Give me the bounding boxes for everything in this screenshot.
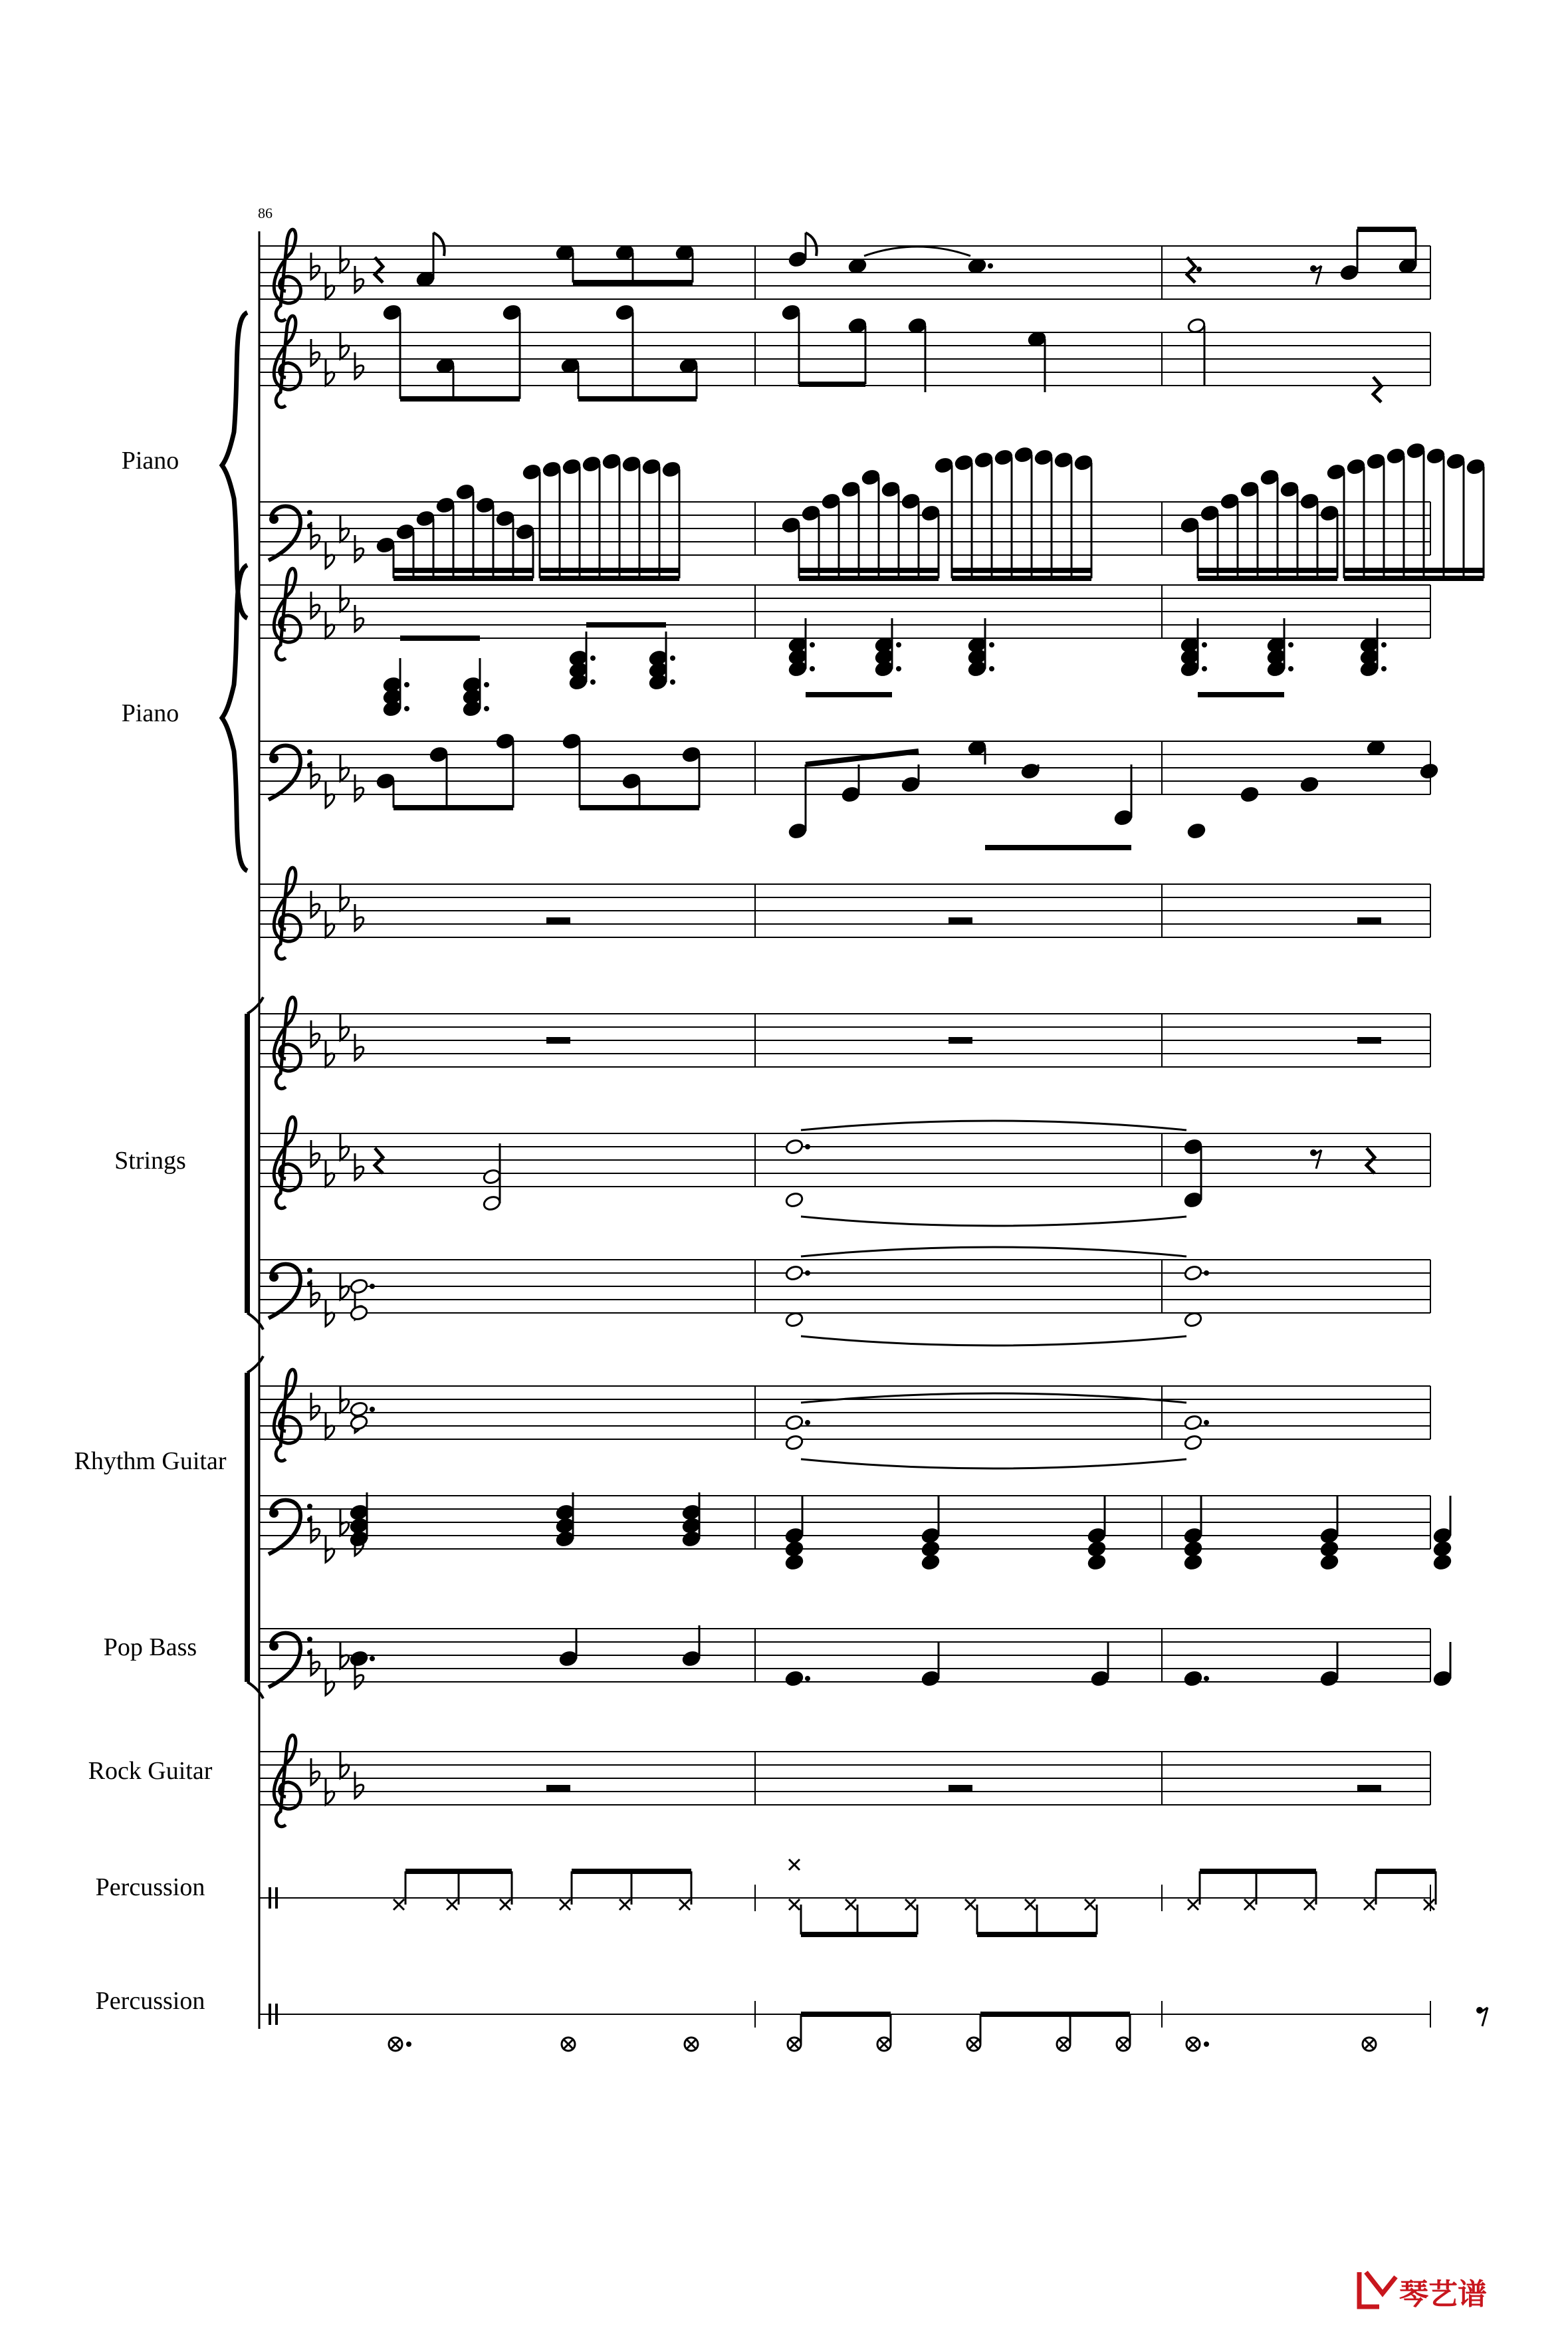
augmentation-dot bbox=[896, 642, 901, 647]
strings-2-flat-sign bbox=[311, 1140, 320, 1167]
note-flag bbox=[433, 233, 445, 256]
note-head bbox=[861, 469, 881, 485]
note-head bbox=[802, 505, 821, 521]
note-flag bbox=[806, 233, 817, 256]
note-head bbox=[881, 481, 901, 497]
piano-2-lh-bass-clef-icon bbox=[269, 746, 300, 800]
piano-2-rh-treble-clef-icon bbox=[274, 568, 300, 660]
augmentation-dot bbox=[1381, 666, 1387, 671]
note-head bbox=[1300, 493, 1319, 509]
note-head bbox=[921, 1540, 941, 1557]
percussion-1-perc-clef-icon bbox=[275, 1887, 278, 1909]
augmentation-dot bbox=[370, 1407, 375, 1412]
note-head bbox=[875, 660, 894, 677]
augmentation-dot bbox=[1196, 267, 1202, 272]
note-head bbox=[848, 257, 867, 274]
augmentation-dot bbox=[670, 679, 675, 685]
whole-rest bbox=[949, 917, 972, 924]
piano-2-lh-bass-clef-dot bbox=[269, 754, 279, 763]
note-head bbox=[788, 251, 808, 267]
whole-rest bbox=[949, 1037, 972, 1044]
augmentation-dot bbox=[590, 679, 596, 685]
augmentation-dot bbox=[805, 1270, 810, 1276]
augmentation-dot bbox=[810, 642, 815, 647]
augmentation-dot bbox=[404, 706, 409, 711]
augmentation-dot bbox=[1204, 1676, 1209, 1681]
guitar-bass-bracket-top bbox=[247, 1356, 263, 1373]
note-head bbox=[968, 739, 987, 756]
note-head bbox=[1054, 451, 1073, 468]
note-head bbox=[396, 523, 415, 540]
note-head bbox=[542, 461, 562, 477]
augmentation-dot bbox=[670, 655, 675, 661]
augmentation-dot bbox=[805, 1420, 810, 1425]
x-note-head bbox=[500, 1899, 510, 1910]
note-head bbox=[1446, 453, 1466, 469]
tie bbox=[801, 1121, 1186, 1130]
note-head bbox=[994, 449, 1014, 465]
note-head bbox=[1300, 776, 1319, 792]
note-head bbox=[785, 1554, 804, 1570]
note-head bbox=[1180, 517, 1200, 533]
note-head bbox=[1260, 469, 1280, 485]
note-head bbox=[649, 673, 668, 690]
piano-1-rh-flat-sign bbox=[311, 339, 320, 366]
note-head bbox=[416, 271, 435, 287]
note-head bbox=[622, 772, 641, 789]
x-note-head bbox=[393, 1899, 404, 1910]
note-head bbox=[921, 1554, 941, 1570]
instrument-label-rhythm-guitar: Rhythm Guitar bbox=[74, 1447, 227, 1475]
note-head bbox=[1187, 317, 1206, 334]
melody-2-treble-clef-icon bbox=[274, 868, 300, 959]
piano-2-rh-flat-sign bbox=[355, 605, 364, 632]
lead-flat-sign bbox=[311, 253, 320, 279]
note-head bbox=[483, 1195, 502, 1211]
note-head bbox=[782, 517, 801, 533]
note-head bbox=[682, 1517, 701, 1534]
note-head bbox=[1367, 453, 1386, 469]
strings-2-treble-clef-icon bbox=[274, 1117, 300, 1209]
tie bbox=[801, 1336, 1186, 1345]
note-head bbox=[1420, 762, 1439, 779]
note-head bbox=[562, 458, 582, 475]
note-head bbox=[968, 257, 987, 274]
note-head bbox=[416, 510, 435, 526]
piano-1-lh-flat-sign bbox=[355, 535, 364, 562]
note-head bbox=[1200, 505, 1220, 521]
note-head bbox=[682, 1530, 701, 1547]
note-head bbox=[822, 493, 841, 509]
whole-rest bbox=[1357, 1037, 1381, 1044]
quarter-rest bbox=[1373, 377, 1381, 402]
rhythm-guitar-1-treble-clef-icon bbox=[274, 1369, 300, 1461]
note-head bbox=[785, 1527, 804, 1544]
augmentation-dot bbox=[1288, 666, 1293, 671]
note-head bbox=[561, 357, 580, 374]
note-head bbox=[1184, 1264, 1203, 1281]
note-head bbox=[496, 733, 515, 749]
note-head bbox=[350, 1530, 369, 1547]
whole-rest bbox=[546, 917, 570, 924]
note-head bbox=[921, 1670, 941, 1687]
strings-bracket-top bbox=[247, 997, 263, 1014]
note-head bbox=[785, 1670, 804, 1687]
note-head bbox=[1184, 1311, 1203, 1328]
note-head bbox=[1087, 1540, 1107, 1557]
tie bbox=[801, 1247, 1186, 1256]
note-head bbox=[785, 1138, 804, 1155]
note-head bbox=[1320, 1527, 1339, 1544]
note-head bbox=[682, 1650, 701, 1667]
piano-2-rh-flat-sign bbox=[311, 592, 320, 618]
note-head bbox=[1387, 447, 1406, 464]
staves bbox=[259, 229, 1430, 2028]
note-head bbox=[582, 455, 602, 472]
strings-1-flat-sign bbox=[311, 1020, 320, 1047]
note-head bbox=[1426, 447, 1446, 464]
x-note-head bbox=[1244, 1899, 1255, 1910]
note-head bbox=[974, 451, 994, 468]
pop-bass-bass-clef-icon bbox=[269, 1633, 300, 1687]
note-head bbox=[1074, 454, 1093, 471]
lead-treble-clef-icon bbox=[274, 229, 300, 321]
note-head bbox=[1184, 1138, 1203, 1155]
note-head bbox=[1184, 1527, 1203, 1544]
note-head bbox=[1320, 1554, 1339, 1570]
note-head bbox=[1240, 786, 1260, 802]
whole-rest bbox=[1357, 917, 1381, 924]
whole-rest bbox=[1357, 1785, 1381, 1792]
note-head bbox=[785, 1540, 804, 1557]
x-note-head bbox=[905, 1899, 916, 1910]
note-head bbox=[376, 536, 395, 553]
quarter-rest bbox=[375, 257, 383, 283]
note-head bbox=[901, 776, 921, 792]
instrument-label-percussion-2: Percussion bbox=[95, 1987, 205, 2015]
note-head bbox=[785, 1434, 804, 1451]
pop-bass-flat-sign bbox=[355, 1662, 364, 1689]
note-head bbox=[1433, 1540, 1452, 1557]
note-head bbox=[456, 483, 475, 500]
note-head bbox=[522, 463, 542, 480]
rock-guitar-flat-sign bbox=[311, 1758, 320, 1785]
note-head bbox=[1327, 463, 1346, 480]
note-head bbox=[935, 457, 954, 473]
tie bbox=[864, 247, 970, 256]
note-head bbox=[1220, 493, 1240, 509]
x-note-head bbox=[1304, 1899, 1315, 1910]
instrument-label-percussion-1: Percussion bbox=[95, 1873, 205, 1901]
note-head bbox=[1280, 481, 1299, 497]
guitar-bass-bracket-bottom bbox=[247, 1682, 263, 1698]
augmentation-dot bbox=[805, 1676, 810, 1681]
rhythm-guitar-2-bass-clef-icon bbox=[269, 1500, 300, 1554]
note-head bbox=[1021, 762, 1040, 779]
note-head bbox=[921, 505, 941, 521]
melody-2-flat-sign bbox=[311, 891, 320, 917]
note-head bbox=[429, 746, 449, 762]
whole-rest bbox=[546, 1785, 570, 1792]
instrument-label-strings: Strings bbox=[114, 1147, 186, 1175]
note-head bbox=[1433, 1527, 1452, 1544]
note-head bbox=[788, 822, 808, 839]
note-head bbox=[785, 1191, 804, 1208]
instrument-label-pop-bass: Pop Bass bbox=[103, 1633, 197, 1661]
percussion-2-perc-clef-icon bbox=[275, 2004, 278, 2025]
rhythm-guitar-1-flat-sign bbox=[311, 1393, 320, 1419]
note-head bbox=[1406, 442, 1426, 459]
watermark-logo bbox=[1359, 2272, 1487, 2311]
piano-1-lh-bass-clef-dot bbox=[307, 510, 312, 515]
note-head bbox=[1433, 1554, 1452, 1570]
tie bbox=[801, 1393, 1186, 1403]
instrument-label-piano-1: Piano bbox=[121, 447, 179, 475]
tie bbox=[801, 1217, 1186, 1226]
note-head bbox=[1347, 458, 1366, 475]
strings-2-flat-sign bbox=[355, 1153, 364, 1180]
augmentation-dot bbox=[370, 1284, 375, 1289]
note-head bbox=[841, 786, 861, 802]
x-note-head bbox=[789, 1859, 800, 1870]
note-head bbox=[556, 1517, 575, 1534]
x-note-head bbox=[1085, 1899, 1095, 1910]
note-head bbox=[616, 244, 635, 261]
note-head bbox=[383, 700, 402, 717]
note-head bbox=[350, 1304, 369, 1321]
x-note-head bbox=[1025, 1899, 1036, 1910]
note-head bbox=[662, 461, 681, 477]
note-head bbox=[1014, 446, 1034, 463]
note-head bbox=[436, 497, 455, 513]
note-head bbox=[496, 510, 515, 526]
x-note-head bbox=[965, 1899, 976, 1910]
augmentation-dot bbox=[484, 682, 489, 687]
note-head bbox=[622, 455, 641, 472]
note-head bbox=[516, 523, 535, 540]
watermark-brand: 琴艺谱 bbox=[1399, 2277, 1487, 2311]
note-head bbox=[350, 1650, 369, 1667]
note-head bbox=[1320, 1670, 1339, 1687]
augmentation-dot bbox=[1204, 1270, 1209, 1276]
note-head bbox=[908, 317, 927, 334]
augmentation-dot bbox=[810, 666, 815, 671]
note-head bbox=[679, 357, 699, 374]
lead-flat-sign bbox=[355, 266, 364, 292]
augmentation-dot bbox=[1288, 642, 1293, 647]
note-head bbox=[350, 1278, 369, 1294]
note-head bbox=[1184, 1414, 1203, 1431]
note-head bbox=[921, 1527, 941, 1544]
pop-bass-bass-clef-dot bbox=[307, 1637, 312, 1642]
x-note-head bbox=[1364, 1899, 1375, 1910]
note-head bbox=[569, 673, 588, 690]
note-head bbox=[1320, 505, 1339, 521]
piano-2-lh-bass-clef-dot bbox=[307, 749, 312, 755]
note-head bbox=[682, 1504, 701, 1520]
note-head bbox=[1267, 660, 1286, 677]
note-head bbox=[785, 1264, 804, 1281]
note-head bbox=[901, 493, 921, 509]
note-head bbox=[350, 1414, 369, 1431]
note-head bbox=[848, 317, 867, 334]
instrument-label-piano-2: Piano bbox=[121, 699, 179, 727]
piano-1-lh-bass-clef-icon bbox=[269, 507, 300, 560]
note-head bbox=[841, 481, 861, 497]
augmentation-dot bbox=[590, 655, 596, 661]
note-head bbox=[1184, 1670, 1203, 1687]
note-head bbox=[1184, 1191, 1203, 1208]
note-head bbox=[1091, 1670, 1110, 1687]
strings-bracket-bottom bbox=[247, 1313, 263, 1330]
piano-1-rh-treble-clef-icon bbox=[274, 316, 300, 408]
piano-1-rh-flat-sign bbox=[355, 352, 364, 379]
note-head bbox=[559, 1650, 578, 1667]
note-head bbox=[782, 304, 801, 320]
x-note-head bbox=[845, 1899, 856, 1910]
augmentation-dot bbox=[484, 706, 489, 711]
note-head bbox=[1340, 264, 1359, 281]
note-head bbox=[476, 497, 495, 513]
x-note-head bbox=[1188, 1899, 1198, 1910]
strings-1-treble-clef-icon bbox=[274, 997, 300, 1089]
strings-1-flat-sign bbox=[355, 1034, 364, 1060]
note-head bbox=[1028, 330, 1047, 347]
note-head bbox=[954, 454, 974, 471]
note-head bbox=[1087, 1554, 1107, 1570]
music-note-icon bbox=[1359, 2272, 1396, 2307]
strings-3-bass-clef-icon bbox=[269, 1264, 300, 1318]
note-head bbox=[1187, 822, 1206, 839]
note-head bbox=[675, 244, 695, 261]
note-head bbox=[1184, 1540, 1203, 1557]
note-head bbox=[562, 733, 582, 749]
note-head bbox=[1399, 257, 1418, 274]
note-head bbox=[350, 1517, 369, 1534]
note-head bbox=[350, 1401, 369, 1417]
augmentation-dot bbox=[1381, 642, 1387, 647]
note-head bbox=[1184, 1554, 1203, 1570]
tie bbox=[801, 1459, 1186, 1468]
strings-3-bass-clef-dot bbox=[269, 1272, 279, 1282]
note-head bbox=[1320, 1540, 1339, 1557]
x-note-head bbox=[679, 1899, 690, 1910]
note-head bbox=[463, 700, 482, 717]
augmentation-dot bbox=[370, 1656, 375, 1661]
augmentation-dot bbox=[1204, 2041, 1209, 2047]
pop-bass-bass-clef-dot bbox=[269, 1641, 279, 1651]
note-head bbox=[616, 304, 635, 320]
augmentation-dot bbox=[406, 2041, 411, 2047]
augmentation-dot bbox=[989, 642, 994, 647]
percussion-1-perc-clef-icon bbox=[269, 1887, 271, 1909]
melody-2-flat-sign bbox=[355, 904, 364, 931]
augmentation-dot bbox=[805, 1144, 810, 1149]
note-head bbox=[785, 1311, 804, 1328]
augmentation-dot bbox=[989, 666, 994, 671]
percussion-2-perc-clef-icon bbox=[269, 2004, 271, 2025]
whole-rest bbox=[949, 1785, 972, 1792]
note-head bbox=[556, 244, 575, 261]
note-head bbox=[682, 746, 701, 762]
augmentation-dot bbox=[404, 682, 409, 687]
note-head bbox=[483, 1168, 502, 1185]
rock-guitar-treble-clef-icon bbox=[274, 1735, 300, 1827]
note-beam bbox=[806, 751, 919, 764]
augmentation-dot bbox=[1202, 642, 1207, 647]
augmentation-dot bbox=[896, 666, 901, 671]
note-head bbox=[1360, 660, 1379, 677]
piano-1-lh-bass-clef-dot bbox=[269, 515, 279, 524]
note-head bbox=[1114, 809, 1133, 826]
instrument-label-rock-guitar: Rock Guitar bbox=[88, 1757, 213, 1785]
note-head bbox=[376, 772, 395, 789]
whole-rest bbox=[546, 1037, 570, 1044]
note-head bbox=[556, 1530, 575, 1547]
note-head bbox=[968, 660, 987, 677]
augmentation-dot bbox=[1204, 1420, 1209, 1425]
note-head bbox=[1034, 449, 1054, 465]
note-head bbox=[602, 453, 621, 469]
note-head bbox=[556, 1504, 575, 1520]
note-head bbox=[785, 1414, 804, 1431]
measure-number: 86 bbox=[258, 205, 273, 221]
x-note-head bbox=[560, 1899, 570, 1910]
note-head bbox=[436, 357, 455, 374]
x-note-head bbox=[619, 1899, 630, 1910]
note-head bbox=[1433, 1670, 1452, 1687]
rock-guitar-flat-sign bbox=[355, 1772, 364, 1798]
quarter-rest bbox=[1187, 257, 1195, 283]
note-head bbox=[1184, 1434, 1203, 1451]
note-head bbox=[1466, 458, 1486, 475]
note-head bbox=[350, 1504, 369, 1520]
note-head bbox=[1240, 481, 1260, 497]
note-head bbox=[1087, 1527, 1107, 1544]
x-note-head bbox=[1424, 1899, 1434, 1910]
x-note-head bbox=[447, 1899, 457, 1910]
rhythm-guitar-2-bass-clef-dot bbox=[307, 1504, 312, 1509]
strings-3-bass-clef-dot bbox=[307, 1268, 312, 1273]
note-head bbox=[788, 660, 808, 677]
note-head bbox=[642, 458, 661, 475]
note-head bbox=[1180, 660, 1200, 677]
note-head bbox=[503, 304, 522, 320]
rhythm-guitar-2-bass-clef-dot bbox=[269, 1508, 279, 1518]
note-head bbox=[383, 304, 402, 320]
piano-2-lh-flat-sign bbox=[355, 774, 364, 801]
augmentation-dot bbox=[988, 263, 993, 269]
augmentation-dot bbox=[1202, 666, 1207, 671]
x-note-head bbox=[789, 1899, 800, 1910]
note-head bbox=[1367, 739, 1386, 756]
